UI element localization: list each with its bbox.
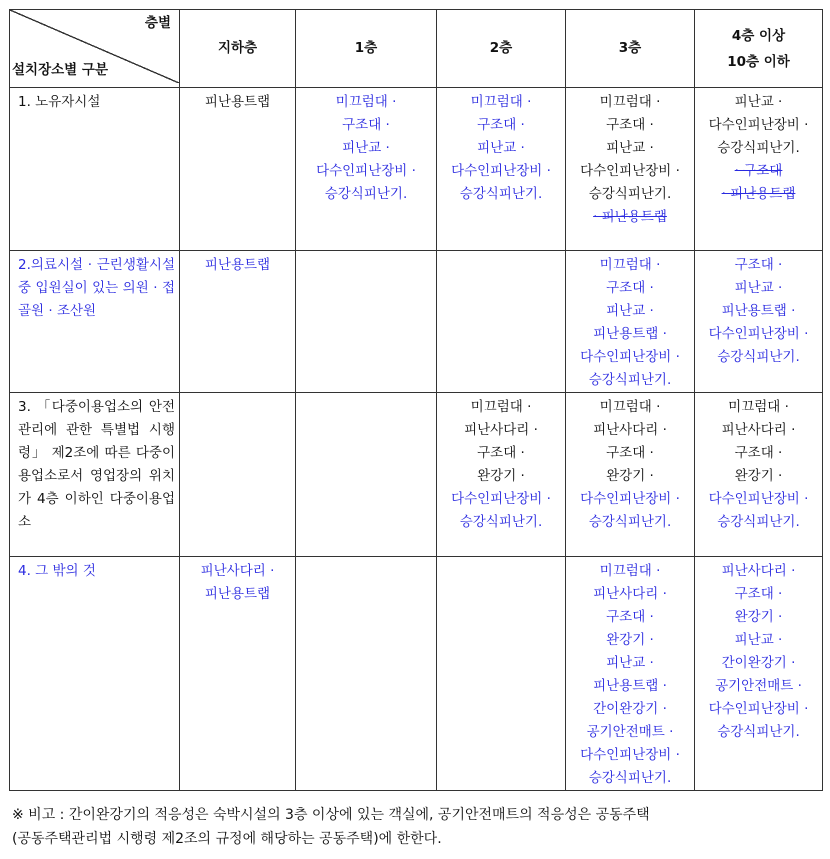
equipment-item: 다수인피난장비 · [708, 701, 809, 717]
floor-header-3: 3층 [566, 10, 695, 88]
equipment-item: 피난용트랩 [204, 94, 271, 110]
equipment-cell [695, 557, 823, 791]
floor-header-basement: 지하층 [180, 10, 296, 88]
equipment-cell [296, 557, 437, 791]
equipment-item: 다수인피난장비 · [316, 163, 416, 179]
equipment-item: 피난교 · [734, 94, 783, 110]
equipment-item: 다수인피난장비 · [580, 747, 680, 763]
table-row [10, 88, 823, 251]
equipment-item: 피난용트랩 · [593, 678, 667, 694]
category-cell: 4. 그 밖의 것 [10, 557, 180, 791]
equipment-item: 구조대 · [477, 445, 525, 461]
table-row [10, 251, 823, 393]
table-row [10, 393, 823, 557]
equipment-cell [566, 251, 695, 393]
equipment-item: 피난용트랩 · [721, 303, 796, 319]
equipment-item: 다수인피난장비 · [708, 491, 809, 507]
equipment-cell [695, 393, 823, 557]
remark-note [12, 803, 822, 851]
equipment-item: 다수인피난장비 · [708, 326, 809, 342]
equipment-item: 승강식피난기. [459, 514, 543, 530]
equipment-item: 승강식피난기. [324, 186, 408, 202]
equipment-cell [296, 251, 437, 393]
equipment-item: 피난용트랩 [204, 257, 271, 273]
equipment-item: 미끄럼대 · [470, 94, 532, 110]
equipment-item: 피난사다리 · [721, 422, 796, 438]
equipment-item: 승강식피난기. [588, 770, 672, 786]
equipment-cell [180, 88, 296, 251]
equipment-item: 다수인피난장비 · [451, 491, 551, 507]
equipment-item: 피난용트랩 [204, 586, 271, 602]
floor-header-1: 1층 [296, 10, 437, 88]
equipment-item: 승강식피난기. [717, 514, 800, 530]
equipment-item: 승강식피난기. [717, 140, 800, 156]
equipment-item: 간이완강기 · [721, 655, 796, 671]
equipment-cell [180, 393, 296, 557]
equipment-item: 미끄럼대 · [335, 94, 397, 110]
category-cell: 3. 「다중이용업소의 안전관리에 관한 특별법 시행령」 제2조에 따른 다중이용업소로서 영업장의 위치가 4층 이하인 다중이용업소 [10, 393, 180, 557]
floor-header-2: 2층 [437, 10, 566, 88]
equipment-item: 다수인피난장비 · [580, 163, 680, 179]
deleted-equipment-item: · 구조대 [734, 163, 783, 179]
deleted-equipment-item: · 피난용트랩 [593, 209, 667, 225]
remark-line-2: (공동주택관리법 시행령 제2조의 규정에 해당하는 공동주택)에 한한다. [12, 831, 442, 847]
equipment-item: 미끄럼대 · [599, 563, 661, 579]
equipment-item: 승강식피난기. [588, 372, 672, 388]
equipment-item: 구조대 · [606, 117, 654, 133]
equipment-item: 피난사다리 · [200, 563, 275, 579]
category-cell: 1. 노유자시설 [10, 88, 180, 251]
equipment-cell [296, 88, 437, 251]
equipment-item: 미끄럼대 · [728, 399, 789, 415]
equipment-item: 승강식피난기. [588, 514, 672, 530]
equipment-item: 완강기 · [606, 632, 654, 648]
header-row [10, 10, 823, 88]
equipment-item: 피난사다리 · [464, 422, 538, 438]
equipment-item: 피난교 · [606, 655, 654, 671]
equipment-item: 피난교 · [477, 140, 525, 156]
equipment-item: 다수인피난장비 · [451, 163, 551, 179]
corner-header-cell [10, 10, 180, 88]
equipment-item: 승강식피난기. [717, 724, 800, 740]
equipment-item: 피난사다리 · [593, 422, 667, 438]
equipment-item: 미끄럼대 · [599, 399, 661, 415]
equipment-item: 피난용트랩 · [593, 326, 667, 342]
equipment-item: 미끄럼대 · [470, 399, 532, 415]
table-row [10, 557, 823, 791]
equipment-cell [695, 88, 823, 251]
evacuation-equipment-table [9, 9, 823, 791]
equipment-item: 구조대 · [477, 117, 525, 133]
equipment-item: 간이완강기 · [593, 701, 667, 717]
equipment-item: 피난교 · [342, 140, 390, 156]
equipment-item: 승강식피난기. [717, 349, 800, 365]
equipment-item: 구조대 · [734, 445, 783, 461]
equipment-item: 공기안전매트 · [586, 724, 674, 740]
equipment-cell [566, 88, 695, 251]
equipment-item: 다수인피난장비 · [708, 117, 809, 133]
category-cell: 2.의료시설 · 근린생활시설중 입원실이 있는 의원 · 접골원 · 조산원 [10, 251, 180, 393]
equipment-cell [437, 393, 566, 557]
corner-location-label: 설치장소별 구분 [12, 62, 108, 78]
deleted-equipment-item: · 피난용트랩 [721, 186, 796, 202]
equipment-item: 미끄럼대 · [599, 257, 661, 273]
corner-floor-label: 층별 [144, 15, 171, 31]
equipment-item: 피난사다리 · [593, 586, 667, 602]
equipment-item: 완강기 · [606, 468, 654, 484]
equipment-item: 완강기 · [734, 609, 783, 625]
floor-header-4-to-10: 4층 이상 10층 이하 [695, 10, 823, 88]
equipment-item: 구조대 · [734, 586, 783, 602]
equipment-item: 구조대 · [342, 117, 390, 133]
equipment-item: 구조대 · [734, 257, 783, 273]
equipment-cell [296, 393, 437, 557]
equipment-item: 미끄럼대 · [599, 94, 661, 110]
equipment-item: 완강기 · [734, 468, 783, 484]
equipment-cell [437, 557, 566, 791]
equipment-cell [437, 88, 566, 251]
equipment-cell [180, 557, 296, 791]
equipment-item: 피난사다리 · [721, 563, 796, 579]
equipment-cell [566, 393, 695, 557]
equipment-item: 피난교 · [606, 140, 654, 156]
equipment-item: 구조대 · [606, 280, 654, 296]
equipment-item: 공기안전매트 · [715, 678, 802, 694]
equipment-cell [695, 251, 823, 393]
equipment-item: 피난교 · [734, 632, 783, 648]
equipment-item: 구조대 · [606, 445, 654, 461]
equipment-item: 다수인피난장비 · [580, 349, 680, 365]
equipment-item: 구조대 · [606, 609, 654, 625]
equipment-cell [180, 251, 296, 393]
remark-line-1: ※ 비고 : 간이완강기의 적응성은 숙박시설의 3층 이상에 있는 객실에, 공기안전매트의 적응성은 공동주택 [12, 807, 650, 823]
equipment-item: 승강식피난기. [459, 186, 543, 202]
equipment-item: 피난교 · [734, 280, 783, 296]
equipment-item: 승강식피난기. [588, 186, 672, 202]
equipment-cell [437, 251, 566, 393]
equipment-item: 완강기 · [477, 468, 525, 484]
equipment-item: 피난교 · [606, 303, 654, 319]
equipment-item: 다수인피난장비 · [580, 491, 680, 507]
equipment-cell [566, 557, 695, 791]
